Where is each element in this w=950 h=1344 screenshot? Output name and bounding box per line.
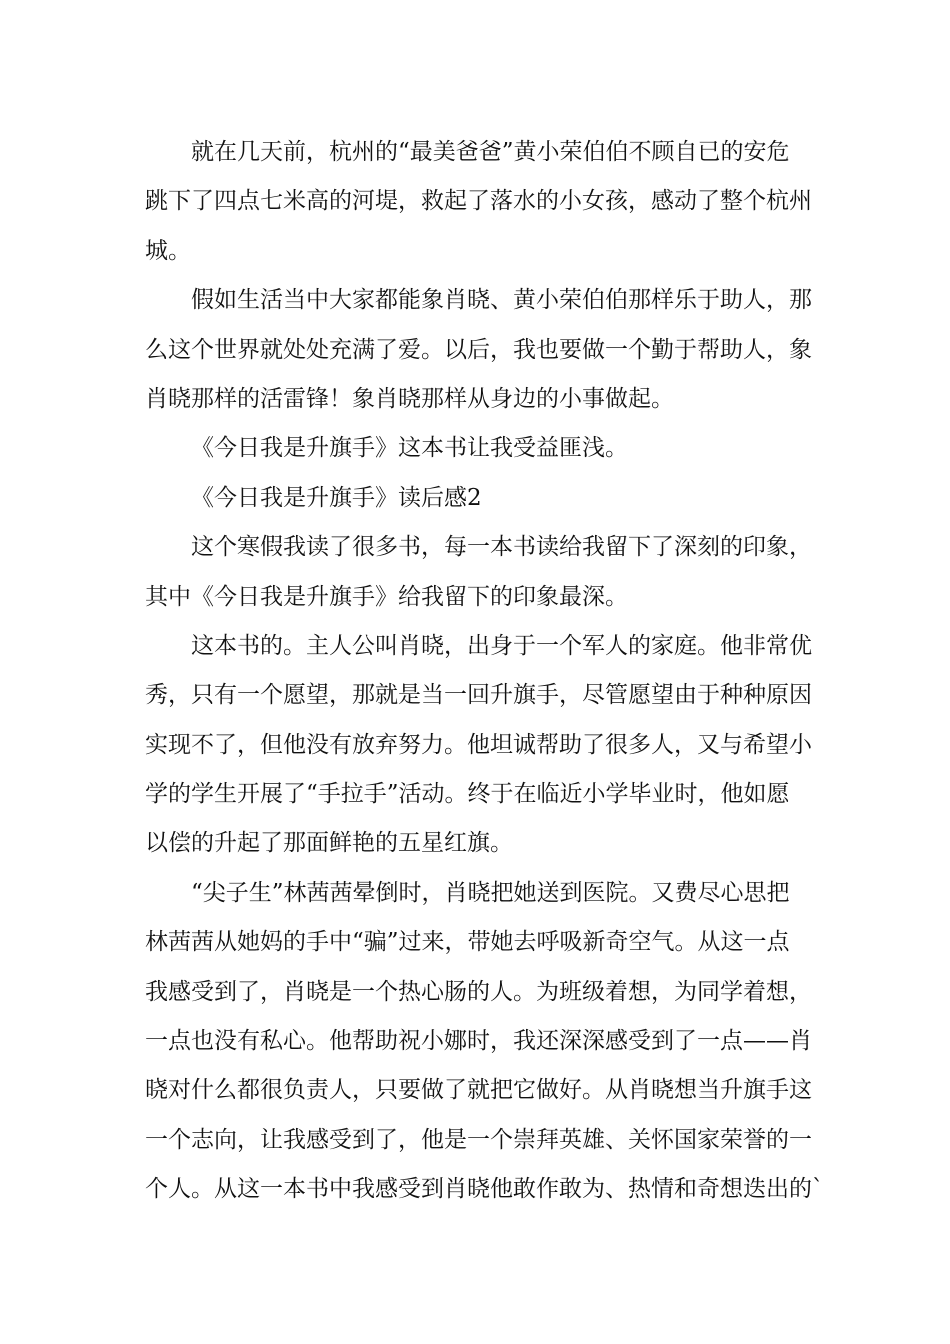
text-line: 秀，只有一个愿望，那就是当一回升旗手，尽管愿望由于种种原因 — [145, 682, 812, 709]
text-line: 这本书的。主人公叫肖晓，出身于一个军人的家庭。他非常优 — [191, 632, 812, 659]
text-line: 实现不了，但他没有放弃努力。他坦诚帮助了很多人，又与希望小 — [145, 731, 812, 758]
text-line: 晓对什么都很负责人，只要做了就把它做好。从肖晓想当升旗手这 — [145, 1077, 812, 1104]
section-heading: 《今日我是升旗手》读后感2 — [191, 484, 482, 511]
text-line: 肖晓那样的活雷锋！象肖晓那样从身边的小事做起。 — [145, 385, 674, 412]
text-line: 个人。从这一本书中我感受到肖晓他敢作敢为、热情和奇想迭出的` — [145, 1176, 824, 1203]
text-line: 我感受到了，肖晓是一个热心肠的人。为班级着想，为同学着想， — [145, 978, 812, 1005]
text-line: 一个志向，让我感受到了，他是一个崇拜英雄、关怀国家荣誉的一 — [145, 1126, 812, 1153]
text-line: 林茜茜从她妈的手中“骗”过来，带她去呼吸新奇空气。从这一点 — [145, 929, 790, 956]
text-line: 跳下了四点七米高的河堤，救起了落水的小女孩，感动了整个杭州 — [145, 188, 812, 215]
text-line: 城。 — [145, 237, 191, 264]
text-line: 其中《今日我是升旗手》给我留下的印象最深。 — [145, 583, 628, 610]
document-body — [145, 128, 824, 1215]
text-line: 就在几天前，杭州的“最美爸爸”黄小荣伯伯不顾自已的安危 — [191, 139, 790, 165]
text-line: 么这个世界就处处充满了爱。以后，我也要做一个勤于帮助人，象 — [145, 336, 812, 363]
text-line: 假如生活当中大家都能象肖晓、黄小荣伯伯那样乐于助人，那 — [191, 287, 812, 314]
text-line: 这个寒假我读了很多书，每一本书读给我留下了深刻的印象， — [191, 534, 812, 561]
text-line: 《今日我是升旗手》这本书让我受益匪浅。 — [191, 435, 628, 462]
text-line: 一点也没有私心。他帮助祝小娜时，我还深深感受到了一点——肖 — [145, 1028, 812, 1055]
text-line: “尖子生”林茜茜晕倒时，肖晓把她送到医院。又费尽心思把 — [191, 879, 790, 906]
text-line: 学的学生开展了“手拉手”活动。终于在临近小学毕业时，他如愿 — [145, 781, 790, 808]
text-line: 以偿的升起了那面鲜艳的五星红旗。 — [145, 830, 513, 857]
